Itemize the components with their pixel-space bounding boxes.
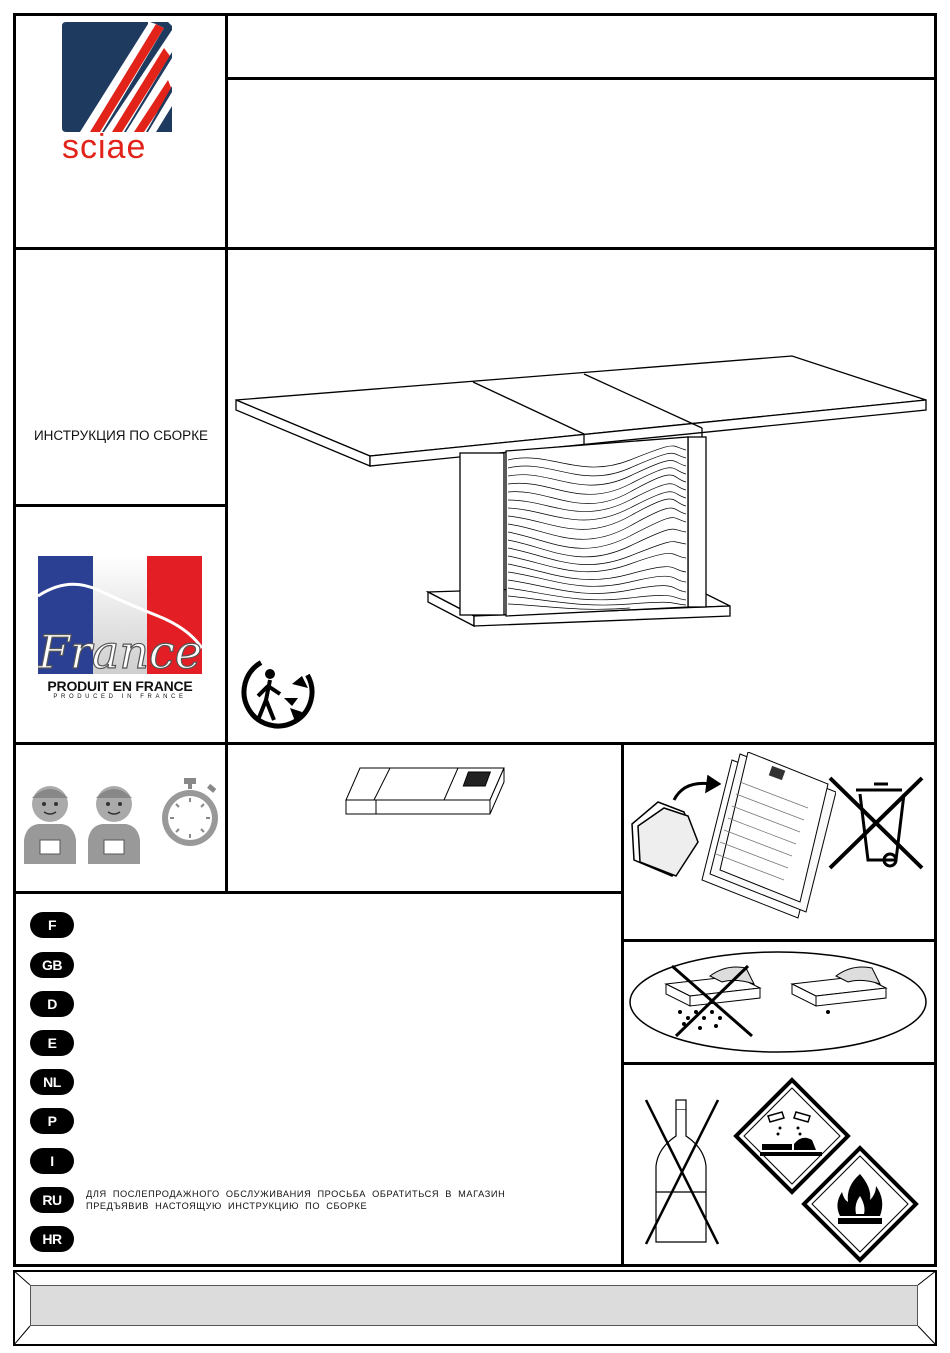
no-chemical-products-icon <box>642 1096 722 1248</box>
logo-text: sciae <box>62 128 147 166</box>
flag-word: France <box>38 625 202 679</box>
triman-recycling-icon <box>240 654 322 734</box>
divider <box>621 742 624 1267</box>
flammable-hazard-icon <box>800 1144 920 1264</box>
divider <box>13 247 937 250</box>
lang-badge-ru: RU <box>30 1187 74 1213</box>
lang-badge-nl: NL <box>30 1069 74 1095</box>
two-workers-icon <box>20 778 144 868</box>
instructions-label: ИНСТРУКЦИЯ ПО СБОРКЕ <box>33 428 209 443</box>
lang-badge-d: D <box>30 991 74 1017</box>
divider <box>225 13 228 893</box>
lang-badge-p: P <box>30 1108 74 1134</box>
divider <box>13 504 227 507</box>
divider <box>225 77 937 80</box>
divider <box>621 939 937 942</box>
produced-in-france: PRODUCED IN FRANCE <box>53 694 187 700</box>
table-illustration-icon <box>230 350 930 640</box>
produit-en-france: PRODUIT EN FRANCE <box>47 678 193 694</box>
crossed-out-bin-icon <box>826 774 926 872</box>
footer-bar <box>30 1285 918 1326</box>
stopwatch-icon <box>158 776 222 848</box>
lang-badge-gb: GB <box>30 952 74 978</box>
divider <box>13 891 623 894</box>
keep-documents-icon <box>628 752 836 924</box>
lang-text-ru-line1: ДЛЯ ПОСЛЕПРОДАЖНОГО ОБСЛУЖИВАНИЯ ПРОСЬБА ОБРАТИТЬСЯ В МАГАЗИН <box>86 1189 506 1199</box>
lang-badge-hr: HR <box>30 1226 74 1252</box>
lang-badge-f: F <box>30 912 74 938</box>
dry-cloth-cleaning-icon <box>626 948 930 1056</box>
lang-badge-e: E <box>30 1030 74 1056</box>
package-box-icon <box>340 762 508 820</box>
lang-badge-i: I <box>30 1148 74 1174</box>
divider <box>13 742 937 745</box>
lang-text-ru-line2: ПРЕДЪЯВИВ НАСТОЯЩУЮ ИНСТРУКЦИЮ ПО СБОРКЕ <box>86 1201 368 1211</box>
divider <box>621 1062 937 1065</box>
